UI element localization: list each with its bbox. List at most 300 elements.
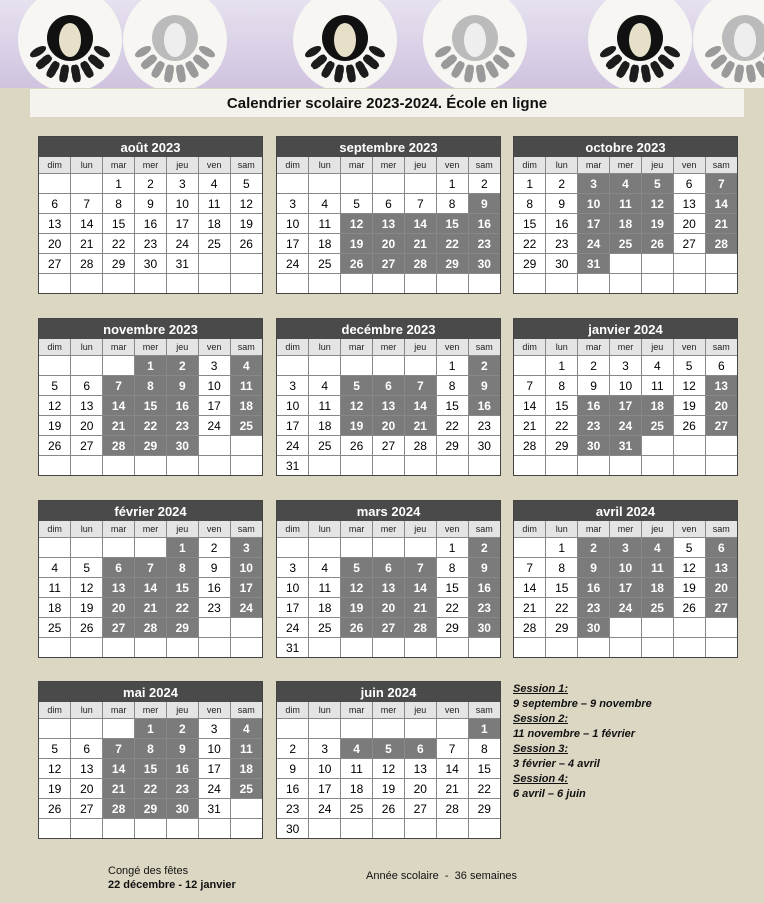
day-cell: 12 xyxy=(673,376,705,396)
empty-cell xyxy=(39,719,71,739)
laurel-medallion-icon xyxy=(588,0,692,88)
day-cell: 9 xyxy=(578,558,610,578)
day-cell: 4 xyxy=(230,356,262,376)
day-cell: 16 xyxy=(578,396,610,416)
day-cell: 12 xyxy=(341,214,373,234)
weekday-header: ven xyxy=(198,157,230,174)
day-cell: 10 xyxy=(277,396,309,416)
month-calendar xyxy=(513,500,738,658)
day-cell: 18 xyxy=(610,214,642,234)
day-cell: 31 xyxy=(198,799,230,819)
weekday-header: dim xyxy=(277,157,309,174)
day-cell: 6 xyxy=(71,739,103,759)
day-cell: 22 xyxy=(436,416,468,436)
day-cell: 7 xyxy=(436,739,468,759)
day-cell: 26 xyxy=(71,618,103,638)
holiday-dates: 22 décembre - 12 janvier xyxy=(108,879,236,891)
day-cell: 28 xyxy=(103,799,135,819)
empty-cell xyxy=(103,638,135,658)
day-cell: 4 xyxy=(198,174,230,194)
day-cell: 20 xyxy=(71,779,103,799)
empty-cell xyxy=(309,456,341,476)
weekday-header: mer xyxy=(373,157,405,174)
empty-cell xyxy=(277,274,309,294)
day-cell: 8 xyxy=(436,376,468,396)
day-cell: 14 xyxy=(404,214,436,234)
day-cell: 9 xyxy=(198,558,230,578)
empty-cell xyxy=(39,174,71,194)
day-cell: 14 xyxy=(103,759,135,779)
day-cell: 25 xyxy=(641,598,673,618)
empty-cell xyxy=(135,819,167,839)
weekday-header: jeu xyxy=(166,521,198,538)
empty-cell xyxy=(373,638,405,658)
month-title: janvier 2024 xyxy=(514,319,737,339)
day-cell: 17 xyxy=(277,234,309,254)
day-cell: 25 xyxy=(641,416,673,436)
day-cell: 27 xyxy=(373,618,405,638)
day-cell: 12 xyxy=(673,558,705,578)
day-cell: 18 xyxy=(341,779,373,799)
day-cell: 15 xyxy=(436,396,468,416)
day-cell: 19 xyxy=(39,416,71,436)
day-cell: 14 xyxy=(404,578,436,598)
day-cell: 21 xyxy=(404,598,436,618)
day-cell: 18 xyxy=(39,598,71,618)
weekday-header: jeu xyxy=(166,339,198,356)
day-cell: 28 xyxy=(705,234,737,254)
day-cell: 17 xyxy=(610,578,642,598)
day-cell: 13 xyxy=(373,214,405,234)
day-cell: 30 xyxy=(468,618,500,638)
day-cell: 14 xyxy=(135,578,167,598)
day-cell: 17 xyxy=(309,779,341,799)
empty-cell xyxy=(514,274,546,294)
day-cell: 18 xyxy=(230,396,262,416)
empty-cell xyxy=(705,638,737,658)
day-cell: 16 xyxy=(135,214,167,234)
day-cell: 29 xyxy=(514,254,546,274)
day-cell: 8 xyxy=(166,558,198,578)
day-cell: 13 xyxy=(705,558,737,578)
day-cell: 16 xyxy=(277,779,309,799)
day-cell: 19 xyxy=(341,598,373,618)
empty-cell xyxy=(309,819,341,839)
empty-cell xyxy=(166,638,198,658)
day-cell: 14 xyxy=(514,578,546,598)
day-cell: 25 xyxy=(309,436,341,456)
weekday-header: sam xyxy=(705,157,737,174)
day-cell: 19 xyxy=(341,234,373,254)
month-calendar xyxy=(38,681,263,839)
day-cell: 12 xyxy=(230,194,262,214)
empty-cell xyxy=(468,638,500,658)
day-cell: 28 xyxy=(514,436,546,456)
day-cell: 21 xyxy=(404,234,436,254)
empty-cell xyxy=(341,819,373,839)
weekday-header: dim xyxy=(514,157,546,174)
day-cell: 19 xyxy=(673,578,705,598)
school-year-note: Année scolaire - 36 semaines xyxy=(366,870,518,882)
day-cell: 2 xyxy=(135,174,167,194)
weekday-header: sam xyxy=(230,339,262,356)
day-cell: 9 xyxy=(135,194,167,214)
day-cell: 18 xyxy=(230,759,262,779)
month-title: novembre 2023 xyxy=(39,319,262,339)
day-cell: 22 xyxy=(436,598,468,618)
weekday-header: sam xyxy=(230,702,262,719)
session-4 xyxy=(513,772,753,802)
session-label: Session 1: xyxy=(513,683,569,695)
day-cell: 8 xyxy=(436,194,468,214)
day-cell: 1 xyxy=(436,174,468,194)
empty-cell xyxy=(641,254,673,274)
day-cell: 15 xyxy=(135,759,167,779)
day-cell: 14 xyxy=(71,214,103,234)
day-cell: 6 xyxy=(71,376,103,396)
weekday-header: jeu xyxy=(404,702,436,719)
day-cell: 12 xyxy=(341,578,373,598)
day-cell: 27 xyxy=(103,618,135,638)
weekday-header: mar xyxy=(103,521,135,538)
weekday-header: ven xyxy=(673,339,705,356)
day-cell: 1 xyxy=(166,538,198,558)
day-cell: 24 xyxy=(230,598,262,618)
weekday-header: mar xyxy=(578,339,610,356)
day-cell: 2 xyxy=(468,174,500,194)
weekday-header: jeu xyxy=(404,521,436,538)
day-cell: 1 xyxy=(546,538,578,558)
day-cell: 30 xyxy=(166,799,198,819)
weekday-header: ven xyxy=(198,339,230,356)
day-cell: 14 xyxy=(705,194,737,214)
empty-cell xyxy=(135,538,167,558)
weekday-header: sam xyxy=(230,521,262,538)
weekday-header: sam xyxy=(468,157,500,174)
day-cell: 13 xyxy=(373,396,405,416)
weekday-header: mer xyxy=(373,702,405,719)
day-cell: 9 xyxy=(166,376,198,396)
day-cell: 21 xyxy=(71,234,103,254)
day-cell: 23 xyxy=(166,416,198,436)
day-cell: 11 xyxy=(230,739,262,759)
empty-cell xyxy=(373,356,405,376)
weekday-header: sam xyxy=(705,339,737,356)
day-cell: 19 xyxy=(373,779,405,799)
day-cell: 4 xyxy=(341,739,373,759)
day-cell: 20 xyxy=(71,416,103,436)
weekday-header: lun xyxy=(309,339,341,356)
empty-cell xyxy=(39,638,71,658)
day-cell: 10 xyxy=(610,558,642,578)
day-cell: 28 xyxy=(135,618,167,638)
weekday-header: mer xyxy=(373,521,405,538)
day-cell: 31 xyxy=(578,254,610,274)
day-cell: 23 xyxy=(277,799,309,819)
empty-cell xyxy=(277,538,309,558)
day-cell: 17 xyxy=(610,396,642,416)
empty-cell xyxy=(578,638,610,658)
empty-cell xyxy=(373,819,405,839)
laurel-medallions-image xyxy=(0,0,764,88)
weekday-header: lun xyxy=(309,157,341,174)
day-cell: 8 xyxy=(546,558,578,578)
weekday-header: lun xyxy=(546,157,578,174)
month-title: février 2024 xyxy=(39,501,262,521)
weekday-header: dim xyxy=(277,702,309,719)
day-cell: 25 xyxy=(230,416,262,436)
laurel-medallion-icon xyxy=(693,0,764,88)
session-2 xyxy=(513,712,753,742)
empty-cell xyxy=(309,174,341,194)
day-cell: 29 xyxy=(468,799,500,819)
day-cell: 15 xyxy=(103,214,135,234)
month-calendar xyxy=(38,500,263,658)
day-cell: 7 xyxy=(514,376,546,396)
empty-cell xyxy=(309,356,341,376)
day-cell: 19 xyxy=(230,214,262,234)
day-cell: 8 xyxy=(546,376,578,396)
weekday-header: sam xyxy=(230,157,262,174)
day-cell: 10 xyxy=(198,739,230,759)
day-cell: 5 xyxy=(373,739,405,759)
empty-cell xyxy=(39,819,71,839)
day-cell: 26 xyxy=(641,234,673,254)
day-cell: 23 xyxy=(135,234,167,254)
day-cell: 23 xyxy=(468,416,500,436)
empty-cell xyxy=(71,356,103,376)
empty-cell xyxy=(103,538,135,558)
day-cell: 24 xyxy=(198,779,230,799)
day-cell: 15 xyxy=(166,578,198,598)
day-cell: 23 xyxy=(166,779,198,799)
weekday-header: jeu xyxy=(404,339,436,356)
empty-cell xyxy=(610,456,642,476)
day-cell: 4 xyxy=(230,719,262,739)
day-cell: 3 xyxy=(277,194,309,214)
day-cell: 25 xyxy=(309,254,341,274)
day-cell: 16 xyxy=(166,759,198,779)
day-cell: 15 xyxy=(468,759,500,779)
empty-cell xyxy=(610,274,642,294)
day-cell: 25 xyxy=(341,799,373,819)
empty-cell xyxy=(468,274,500,294)
day-cell: 21 xyxy=(514,598,546,618)
day-cell: 17 xyxy=(277,416,309,436)
day-cell: 7 xyxy=(404,558,436,578)
empty-cell xyxy=(230,799,262,819)
day-cell: 20 xyxy=(373,234,405,254)
month-title: avril 2024 xyxy=(514,501,737,521)
empty-cell xyxy=(404,719,436,739)
weekday-header: mer xyxy=(373,339,405,356)
empty-cell xyxy=(641,618,673,638)
day-cell: 16 xyxy=(468,396,500,416)
empty-cell xyxy=(39,538,71,558)
weekday-header: dim xyxy=(39,521,71,538)
month-title: mai 2024 xyxy=(39,682,262,702)
day-cell: 21 xyxy=(514,416,546,436)
day-cell: 4 xyxy=(309,194,341,214)
empty-cell xyxy=(436,719,468,739)
day-cell: 1 xyxy=(436,538,468,558)
day-cell: 1 xyxy=(436,356,468,376)
day-cell: 22 xyxy=(514,234,546,254)
day-cell: 23 xyxy=(198,598,230,618)
day-cell: 11 xyxy=(341,759,373,779)
empty-cell xyxy=(373,719,405,739)
day-cell: 3 xyxy=(198,719,230,739)
day-cell: 29 xyxy=(135,799,167,819)
empty-cell xyxy=(341,719,373,739)
day-cell: 13 xyxy=(71,759,103,779)
empty-cell xyxy=(641,274,673,294)
empty-cell xyxy=(341,174,373,194)
day-cell: 2 xyxy=(277,739,309,759)
day-cell: 1 xyxy=(135,356,167,376)
day-cell: 10 xyxy=(610,376,642,396)
empty-cell xyxy=(198,254,230,274)
day-cell: 30 xyxy=(546,254,578,274)
day-cell: 31 xyxy=(166,254,198,274)
day-cell: 13 xyxy=(404,759,436,779)
day-cell: 11 xyxy=(309,578,341,598)
day-cell: 6 xyxy=(705,538,737,558)
empty-cell xyxy=(514,356,546,376)
empty-cell xyxy=(341,274,373,294)
day-cell: 7 xyxy=(71,194,103,214)
day-cell: 2 xyxy=(468,538,500,558)
weekday-header: lun xyxy=(546,521,578,538)
empty-cell xyxy=(166,456,198,476)
day-cell: 2 xyxy=(166,719,198,739)
day-cell: 31 xyxy=(277,638,309,658)
empty-cell xyxy=(641,638,673,658)
empty-cell xyxy=(103,456,135,476)
day-cell: 6 xyxy=(103,558,135,578)
day-cell: 6 xyxy=(673,174,705,194)
empty-cell xyxy=(230,274,262,294)
weekday-header: dim xyxy=(514,521,546,538)
weekday-header: mar xyxy=(103,157,135,174)
day-cell: 4 xyxy=(309,558,341,578)
day-cell: 24 xyxy=(166,234,198,254)
empty-cell xyxy=(135,274,167,294)
empty-cell xyxy=(198,436,230,456)
day-cell: 15 xyxy=(135,396,167,416)
empty-cell xyxy=(436,819,468,839)
session-dates: 3 février – 4 avril xyxy=(513,758,600,770)
day-cell: 4 xyxy=(39,558,71,578)
weekday-header: dim xyxy=(39,339,71,356)
empty-cell xyxy=(373,538,405,558)
month-title: juin 2024 xyxy=(277,682,500,702)
day-cell: 26 xyxy=(39,436,71,456)
empty-cell xyxy=(341,456,373,476)
weekday-header: mer xyxy=(610,157,642,174)
empty-cell xyxy=(436,638,468,658)
empty-cell xyxy=(673,254,705,274)
day-cell: 25 xyxy=(39,618,71,638)
weekday-header: mer xyxy=(610,339,642,356)
day-cell: 2 xyxy=(166,356,198,376)
day-cell: 11 xyxy=(39,578,71,598)
laurel-medallion-icon xyxy=(423,0,527,88)
day-cell: 1 xyxy=(135,719,167,739)
day-cell: 17 xyxy=(230,578,262,598)
day-cell: 26 xyxy=(341,618,373,638)
day-cell: 13 xyxy=(71,396,103,416)
empty-cell xyxy=(436,274,468,294)
day-cell: 5 xyxy=(230,174,262,194)
day-cell: 13 xyxy=(39,214,71,234)
day-cell: 30 xyxy=(468,436,500,456)
day-cell: 25 xyxy=(309,618,341,638)
day-cell: 30 xyxy=(277,819,309,839)
weekday-header: dim xyxy=(514,339,546,356)
day-cell: 3 xyxy=(230,538,262,558)
empty-cell xyxy=(230,456,262,476)
day-cell: 6 xyxy=(373,194,405,214)
day-cell: 7 xyxy=(404,194,436,214)
weekday-header: lun xyxy=(309,521,341,538)
day-cell: 29 xyxy=(135,436,167,456)
sessions-legend xyxy=(513,682,753,802)
day-cell: 23 xyxy=(468,234,500,254)
day-cell: 27 xyxy=(373,436,405,456)
day-cell: 25 xyxy=(230,779,262,799)
session-dates: 9 septembre – 9 novembre xyxy=(513,698,652,710)
day-cell: 20 xyxy=(705,396,737,416)
day-cell: 17 xyxy=(166,214,198,234)
day-cell: 9 xyxy=(468,558,500,578)
weekday-header: ven xyxy=(673,521,705,538)
day-cell: 18 xyxy=(198,214,230,234)
day-cell: 22 xyxy=(135,416,167,436)
day-cell: 15 xyxy=(546,396,578,416)
day-cell: 25 xyxy=(610,234,642,254)
empty-cell xyxy=(71,456,103,476)
weekday-header: ven xyxy=(198,521,230,538)
day-cell: 11 xyxy=(198,194,230,214)
day-cell: 23 xyxy=(578,598,610,618)
empty-cell xyxy=(309,638,341,658)
day-cell: 5 xyxy=(341,194,373,214)
day-cell: 9 xyxy=(546,194,578,214)
day-cell: 22 xyxy=(135,779,167,799)
day-cell: 31 xyxy=(277,456,309,476)
laurel-medallion-icon xyxy=(293,0,397,88)
day-cell: 3 xyxy=(277,558,309,578)
day-cell: 23 xyxy=(578,416,610,436)
day-cell: 11 xyxy=(610,194,642,214)
weekday-header: jeu xyxy=(404,157,436,174)
day-cell: 16 xyxy=(166,396,198,416)
empty-cell xyxy=(198,274,230,294)
day-cell: 4 xyxy=(641,356,673,376)
day-cell: 21 xyxy=(103,416,135,436)
empty-cell xyxy=(71,638,103,658)
day-cell: 4 xyxy=(309,376,341,396)
day-cell: 29 xyxy=(103,254,135,274)
day-cell: 12 xyxy=(39,759,71,779)
weekday-header: lun xyxy=(71,521,103,538)
weekday-header: ven xyxy=(198,702,230,719)
day-cell: 18 xyxy=(641,578,673,598)
weekday-header: dim xyxy=(39,702,71,719)
empty-cell xyxy=(436,456,468,476)
weekday-header: dim xyxy=(277,521,309,538)
